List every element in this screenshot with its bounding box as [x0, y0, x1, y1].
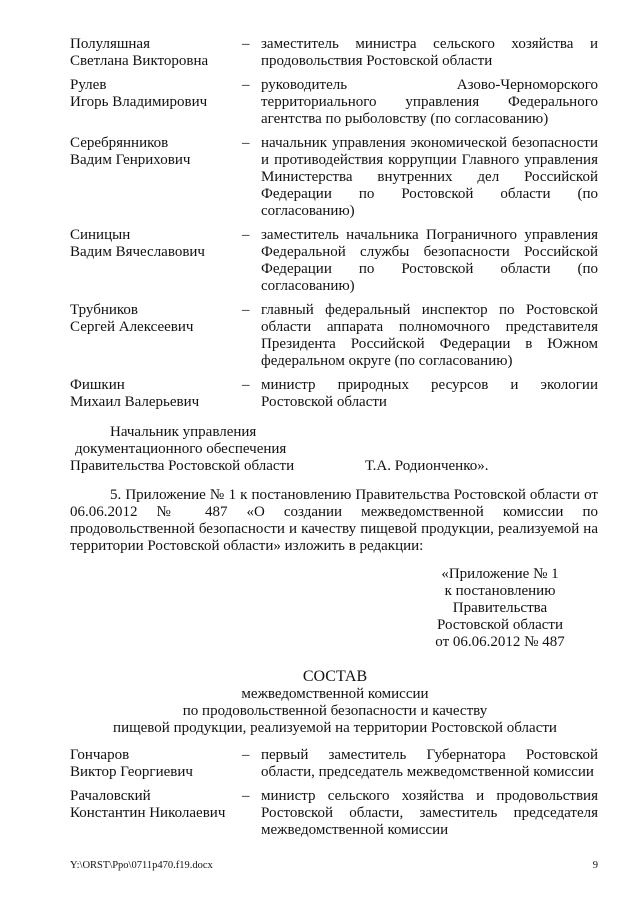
- composition-title: СОСТАВ: [302, 668, 368, 685]
- member-surname: Синицын: [70, 227, 131, 243]
- amendment-paragraph: [70, 487, 598, 555]
- appendix-line: Ростовской области: [437, 617, 563, 633]
- appendix-line: к постановлению: [444, 583, 556, 599]
- signer-name: Т.А. Родионченко».: [365, 458, 489, 474]
- dash: –: [242, 227, 250, 243]
- member-given-name: Вадим Вячеславович: [70, 244, 205, 260]
- member-given-name: Константин Николаевич: [70, 805, 226, 821]
- dash: –: [242, 77, 250, 93]
- member-role: первый заместитель Губернатора Ростовской области, председатель межведомственной комиссии: [261, 747, 598, 780]
- member-role: главный федеральный инспектор по Ростовской области аппарата полномочного представителя Президента Российской Федерации в Южном федеральном округе (по согласованию): [261, 302, 598, 369]
- member-row: [70, 747, 600, 781]
- dash: –: [242, 747, 250, 763]
- member-row: [70, 302, 600, 370]
- member-surname: Трубников: [70, 302, 138, 318]
- composition-title-block: [70, 668, 600, 737]
- dash: –: [242, 788, 250, 804]
- appendix-line: от 06.06.2012 № 487: [435, 634, 565, 650]
- member-name: [70, 135, 242, 220]
- signature-position: Начальник управления: [110, 424, 257, 440]
- member-row: [70, 227, 600, 295]
- member-surname: Полуляшная: [70, 36, 150, 52]
- member-role: заместитель министра сельского хозяйства и продовольствия Ростовской области: [261, 36, 598, 69]
- member-surname: Гончаров: [70, 747, 130, 763]
- member-given-name: Игорь Владимирович: [70, 94, 208, 110]
- signature-block: [70, 424, 600, 475]
- appendix-header: [400, 566, 600, 651]
- member-surname: Фишкин: [70, 377, 125, 393]
- composition-subtitle: пищевой продукции, реализуемой на территории Ростовской области: [113, 720, 557, 736]
- dash: –: [242, 36, 250, 52]
- dash: –: [242, 302, 250, 318]
- member-given-name: Михаил Валерьевич: [70, 394, 200, 410]
- member-row: [70, 77, 600, 128]
- member-name: [70, 302, 242, 370]
- member-row: [70, 135, 600, 220]
- appendix-line: Правительства: [452, 600, 548, 616]
- member-name: [70, 36, 242, 70]
- member-list-bottom: [70, 747, 600, 846]
- member-given-name: Виктор Георгиевич: [70, 764, 193, 780]
- member-name: [70, 77, 242, 128]
- member-row: [70, 788, 600, 839]
- member-given-name: Сергей Алексеевич: [70, 319, 194, 335]
- signature-organization: Правительства Ростовской области: [70, 458, 295, 474]
- member-role: начальник управления экономической безопасности и противодействия коррупции Главного управления Министерства внутренних дел Российской Федерации по Ростовской области (по согласованию): [261, 135, 598, 219]
- member-role: заместитель начальника Пограничного управления Федеральной службы безопасности Российской Федерации по Ростовской области (по согласованию): [261, 227, 598, 294]
- appendix-line: «Приложение № 1: [441, 566, 559, 582]
- member-name: [70, 747, 242, 781]
- member-given-name: Светлана Викторовна: [70, 53, 209, 69]
- member-name: [70, 788, 242, 839]
- member-role: руководитель Азово-Черноморского территориального управления Федерального агентства по рыболовству (по согласованию): [261, 77, 598, 127]
- member-surname: Рачаловский: [70, 788, 151, 804]
- page-footer: [70, 857, 598, 874]
- signature-line: [70, 458, 600, 475]
- composition-subtitle: по продовольственной безопасности и качеству: [182, 703, 488, 719]
- paragraph-text: 5. Приложение № 1 к постановлению Правительства Ростовской области от 06.06.2012 № 487 «О создании межведомственной комиссии по продовольственной безопасности и качеству пищевой продукции, реализуемой на территории Ростовской области» изложить в редакции:: [70, 487, 598, 554]
- composition-subtitle: межведомственной комиссии: [241, 686, 429, 702]
- dash: –: [242, 377, 250, 393]
- signature-department: документационного обеспечения: [75, 441, 287, 457]
- member-row: [70, 36, 600, 70]
- member-row: [70, 377, 600, 411]
- member-given-name: Вадим Генрихович: [70, 152, 191, 168]
- member-surname: Серебрянников: [70, 135, 169, 151]
- member-list-top: [70, 36, 600, 418]
- member-role: министр сельского хозяйства и продовольствия Ростовской области, заместитель председателя межведомственной комиссии: [261, 788, 598, 838]
- member-name: [70, 227, 242, 295]
- page-number: 9: [592, 860, 598, 871]
- dash: –: [242, 135, 250, 151]
- member-role: министр природных ресурсов и экологии Ростовской области: [261, 377, 598, 410]
- member-name: [70, 377, 242, 411]
- file-path: Y:\ORST\Ppo\0711p470.f19.docx: [70, 860, 213, 871]
- member-surname: Рулев: [70, 77, 107, 93]
